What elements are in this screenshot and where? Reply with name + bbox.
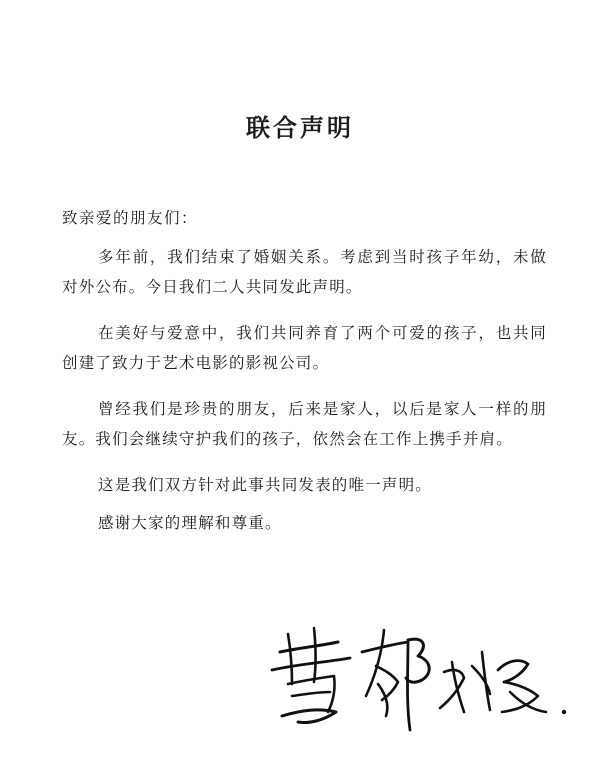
paragraph-4: 这是我们双方针对此事共同发表的唯一声明。: [98, 476, 433, 494]
paragraph-1: 多年前，我们结束了婚姻关系。考虑到当时孩子年幼，未做对外公布。今日我们二人共同发此声明。: [62, 248, 547, 296]
paragraph-2: 在美好与爱意中，我们共同养育了两个可爱的孩子，也共同创建了致力于艺术电影的影视公司。: [62, 324, 547, 372]
greeting: 致亲爱的朋友们：: [62, 209, 199, 227]
paragraph-5: 感谢大家的理解和尊重。: [98, 514, 282, 532]
paragraph-3: 曾经我们是珍贵的朋友，后来是家人，以后是家人一样的朋友。我们会继续守护我们的孩子，依然会在工作上携手并肩。: [62, 400, 547, 448]
handwritten-signature: [258, 612, 578, 737]
document-title: 联合声明: [246, 114, 354, 142]
